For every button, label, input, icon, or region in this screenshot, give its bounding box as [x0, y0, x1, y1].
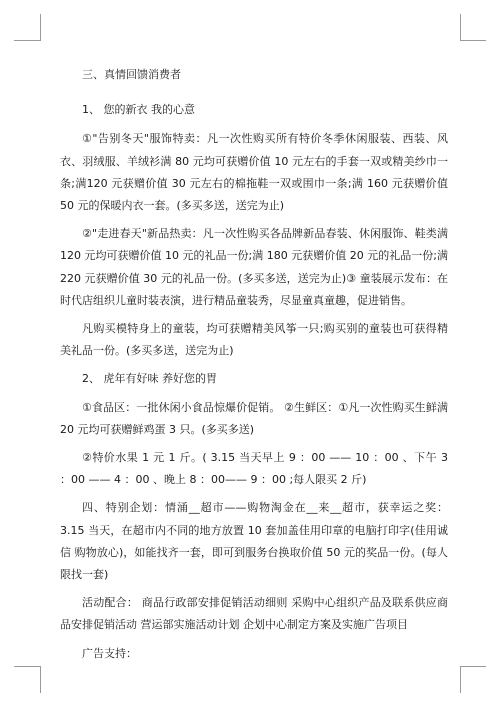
paragraph-ad-support: 广告支持：: [82, 646, 137, 660]
paragraph-fruit-special: ②特价水果 1 元 1 斤。( 3.15 当天早上 9 ：00 —— 10 ：00 、下午 3 ：00 —— 4 ：00 、晚上 8 ：00—— 9 ：00 ;每人限买 2 斤): [60, 451, 448, 487]
subheading-good-taste: 2、 虎年有好味 养好您的胃: [82, 372, 217, 386]
paragraph-special-plan: 四、特别企划：情涌__超市——购物淘金在__来__超市，获幸运之奖： 3.15 当天，在超市内不同的地方放置 10 套加盖佳用印章的电脑打印字(佳用诚信 购物放心)，如能找齐一套，即可到服务台换取价值 50 元的奖品一份。(每人限找一套): [60, 501, 448, 582]
crop-mark-top-right-h: [460, 40, 486, 41]
crop-mark-bottom-right-v: [460, 666, 461, 693]
paragraph-food-area: ①食品区：一批休闲小食品惊爆价促销。 ②生鲜区：①凡一次性购买生鲜满 20 元均可获赠鲜鸡蛋 3 只。(多买多送): [60, 400, 448, 436]
subheading-new-clothes: 1、 您的新衣 我的心意: [82, 103, 195, 117]
crop-mark-top-right-v: [460, 14, 461, 41]
document-body: [60, 64, 448, 665]
crop-mark-top-left-h: [14, 40, 40, 41]
crop-mark-bottom-right-h: [460, 666, 486, 667]
crop-mark-bottom-left-h: [14, 666, 40, 667]
crop-mark-top-left-v: [40, 14, 41, 41]
paragraph-coordination: 活动配合： 商品行政部安排促销活动细则 采购中心组织产品及联系供应商品安排促销活动 营运部实施活动计划 企划中心制定方案及实施广告项目: [60, 596, 448, 632]
crop-mark-bottom-left-v: [40, 666, 41, 693]
paragraph-kids-wear: 凡购买模特身上的童装，均可获赠精美风筝一只;购买别的童装也可获得精美礼品一份。(多买多送，送完为止): [60, 322, 448, 358]
section-heading-3: 三、真情回馈消费者: [82, 68, 181, 81]
paragraph-winter-sale: ①"告别冬天"服饰特卖：凡一次性购买所有特价冬季休闲服装、西装、风衣、羽绒服、羊绒衫满 80 元均可获赠价值 10 元左右的手套一双或精美纱巾一条;满120 元获赠价值 30 元左右的棉拖鞋一双或围巾一条;满 160 元获赠价值 50 元的保暖内衣一套。(多买多送，送完为止): [60, 132, 448, 213]
paragraph-spring-sale: ②"走进春天"新品热卖：凡一次性购买各品牌新品春装、休闲服饰、鞋类满 120 元均可获赠价值 10 元的礼品一份;满 180 元获赠价值 20 元的礼品一份;满 220 元获赠价值 30 元的礼品一份。(多买多送，送完为止)③ 童装展示发布：在时代店组织儿童时装表演，进行精品童装秀，尽显童真童趣，促进销售。: [60, 227, 448, 307]
